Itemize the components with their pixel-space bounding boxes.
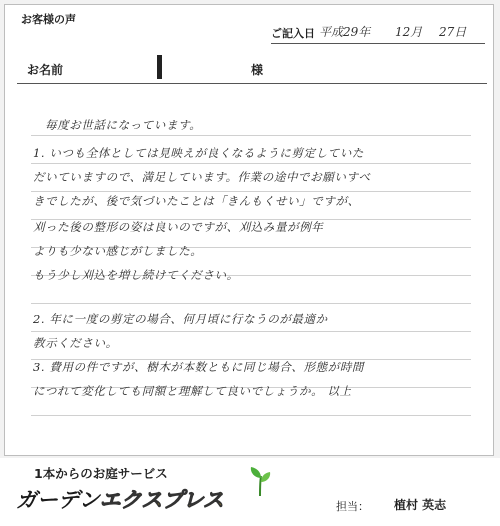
comment-line: 1. いつも全体としては見映えが良くなるように剪定していた [33,146,365,160]
footer-brand-bar [0,458,500,526]
ruled-line [31,191,471,192]
ruled-line [31,135,471,136]
date-field [271,21,485,44]
date-label: ご記入日 [271,27,315,40]
name-field [17,53,487,84]
brand-name-main: ガーデン [16,488,100,512]
date-month: 12月 [395,25,423,39]
comment-line: もう少し刈込を増し続けてください。 [33,268,239,282]
brand-tagline: 1本からのお庭サービス [34,466,168,481]
name-label: お名前 [27,63,64,77]
staff-name: 植村 英志 [394,498,447,512]
feedback-form-sheet [4,4,494,456]
form-title: お客様の声 [21,13,76,26]
brand-logo-text [16,484,224,514]
ruled-line [31,415,471,416]
comment-line: よりも少ない感じがしました。 [33,244,203,258]
comment-line: だいていますので、満足しています。作業の途中でお願いすべ [33,170,371,184]
comment-line: につれて変化しても同額と理解して良いでしょうか。 以上 [33,384,352,398]
staff-label: 担当： [336,500,369,513]
comment-line: 2. 年に一度の剪定の場合、何月頃に行なうのが最適か [33,312,328,326]
ruled-line [31,331,471,332]
comment-line: きでしたが、後で気づいたことは「きんもくせい」ですが、 [33,194,360,208]
comment-line: 毎度お世話になっています。 [45,118,202,132]
comment-line: 3. 費用の件ですが、樹木が本数ともに同じ場合、形態が時間 [33,360,365,374]
date-era: 平成29年 [319,25,371,39]
date-day: 27日 [439,25,467,39]
redacted-name-mark [157,55,162,79]
brand-name-accent: エクスプレス [99,488,224,512]
sprout-leaf-icon [248,466,272,496]
ruled-line [31,163,471,164]
comment-line: 刈った後の整形の姿は良いのですが、刈込み量が例年 [33,220,324,234]
name-suffix: 様 [251,63,264,77]
ruled-line [31,303,471,304]
comment-line: 教示ください。 [33,336,118,350]
